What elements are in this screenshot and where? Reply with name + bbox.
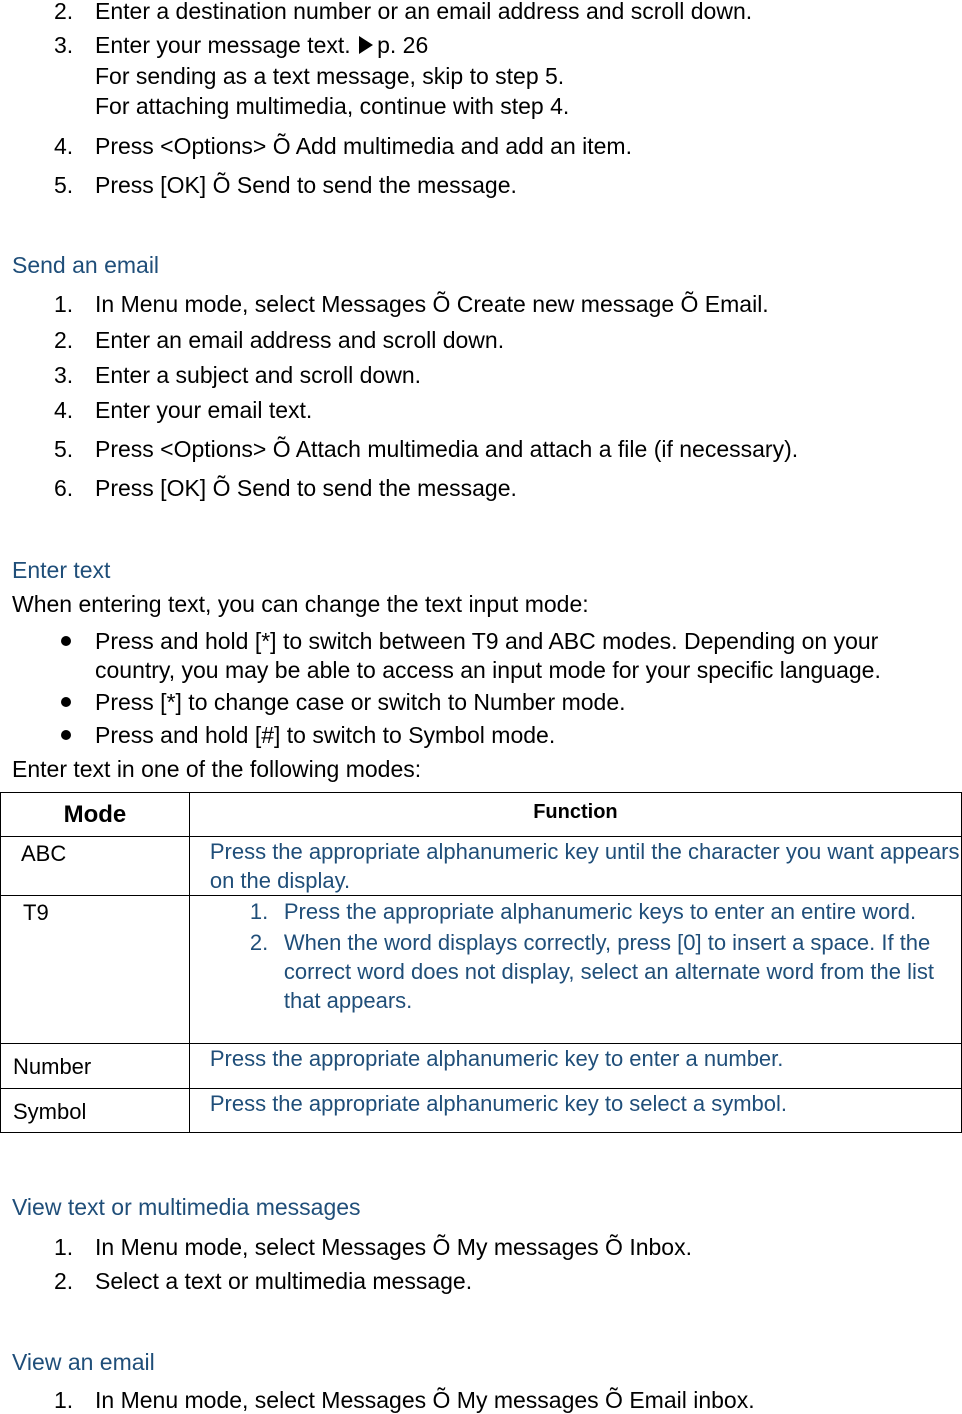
- column-header: Mode: [1, 793, 190, 837]
- function-cell: Press the appropriate alphanumeric key to select a symbol.: [189, 1089, 961, 1133]
- function-cell: Press the appropriate alphanumeric key until the character you want appears on the display.: [189, 837, 961, 896]
- step-number: 3.: [54, 362, 74, 388]
- arrow-glyph-icon: Õ: [605, 1387, 623, 1413]
- step-number: 1.: [54, 1387, 74, 1413]
- step-number: 4.: [54, 133, 74, 159]
- step-text: Press [OK] Õ Send to send the message.: [95, 172, 517, 198]
- step-text: In Menu mode, select Messages Õ Create new message Õ Email.: [95, 291, 769, 317]
- bullet-text: Press and hold [#] to switch to Symbol mode.: [95, 722, 556, 748]
- table-row: [1, 1089, 962, 1133]
- numbered-item: 1. Press the appropriate alphanumeric keys to enter an entire word.: [249, 899, 917, 924]
- step-text: Enter your message text. p. 26: [95, 32, 429, 58]
- page-arrow-icon: [359, 36, 373, 54]
- step-number: 6.: [54, 475, 74, 501]
- step-text: Enter an email address and scroll down.: [95, 327, 505, 353]
- step-note: For attaching multimedia, continue with step 4.: [95, 93, 570, 119]
- section-heading: Send an email: [12, 252, 160, 278]
- arrow-glyph-icon: Õ: [605, 1234, 623, 1260]
- arrow-glyph-icon: Õ: [432, 1234, 451, 1260]
- intro-text: When entering text, you can change the text input mode:: [12, 591, 589, 617]
- mode-cell: Symbol: [1, 1089, 190, 1133]
- step-text: In Menu mode, select Messages Õ My messages Õ Email inbox.: [95, 1387, 755, 1413]
- step-text: Press [OK] Õ Send to send the message.: [95, 475, 517, 501]
- column-header: Function: [189, 793, 961, 837]
- arrow-glyph-icon: Õ: [212, 475, 231, 501]
- step-number: 5.: [54, 172, 74, 198]
- step-text: Enter a destination number or an email address and scroll down.: [95, 0, 753, 24]
- step-number: 5.: [54, 436, 74, 462]
- mode-cell: ABC: [1, 837, 190, 896]
- step-number: 4.: [54, 397, 74, 423]
- table-row: [1, 1044, 962, 1089]
- step-number: 2.: [54, 1268, 74, 1294]
- arrow-glyph-icon: Õ: [212, 172, 231, 198]
- modes-intro: Enter text in one of the following modes:: [12, 756, 422, 782]
- step-text: Press <Options> Õ Attach multimedia and attach a file (if necessary).: [95, 436, 799, 462]
- step-text: In Menu mode, select Messages Õ My messages Õ Inbox.: [95, 1234, 692, 1260]
- step-number: 2.: [54, 327, 74, 353]
- table-row: [1, 896, 962, 1044]
- step-text: Select a text or multimedia message.: [95, 1268, 473, 1294]
- step-text: Enter a subject and scroll down.: [95, 362, 422, 388]
- bullet-dot-icon: [61, 697, 71, 707]
- step-number: 1.: [54, 1234, 74, 1260]
- bullet-text: Press and hold [*] to switch between T9 and ABC modes. Depending on your: [95, 628, 879, 654]
- step-note: For sending as a text message, skip to step 5.: [95, 63, 565, 89]
- table-header-row: [1, 793, 962, 837]
- bullet-text: country, you may be able to access an input mode for your specific language.: [95, 657, 881, 683]
- step-text: Enter your email text.: [95, 397, 313, 423]
- function-cell: Press the appropriate alphanumeric key to enter a number.: [189, 1044, 961, 1089]
- table-row: [1, 837, 962, 896]
- bullet-dot-icon: [61, 730, 71, 740]
- arrow-glyph-icon: Õ: [272, 436, 291, 462]
- arrow-glyph-icon: Õ: [272, 133, 291, 159]
- step-number: 3.: [54, 32, 74, 58]
- numbered-item: 2. When the word displays correctly, press [0] to insert a space. If the correct word does not display, select an alternate word from the list that appears.: [249, 930, 934, 1013]
- arrow-glyph-icon: Õ: [432, 1387, 451, 1413]
- step-number: 1.: [54, 291, 74, 317]
- section-heading: Enter text: [12, 557, 111, 583]
- bullet-dot-icon: [61, 636, 71, 646]
- arrow-glyph-icon: Õ: [680, 291, 699, 317]
- mode-cell: Number: [1, 1044, 190, 1089]
- section-heading: View text or multimedia messages: [12, 1194, 361, 1220]
- section-heading: View an email: [12, 1349, 155, 1375]
- mode-cell: T9: [1, 896, 190, 1044]
- bullet-text: Press [*] to change case or switch to Number mode.: [95, 689, 626, 715]
- step-number: 2.: [54, 0, 74, 24]
- step-text: Press <Options> Õ Add multimedia and add an item.: [95, 133, 632, 159]
- modes-table: [0, 792, 962, 1133]
- arrow-glyph-icon: Õ: [432, 291, 451, 317]
- function-cell: [189, 896, 961, 1044]
